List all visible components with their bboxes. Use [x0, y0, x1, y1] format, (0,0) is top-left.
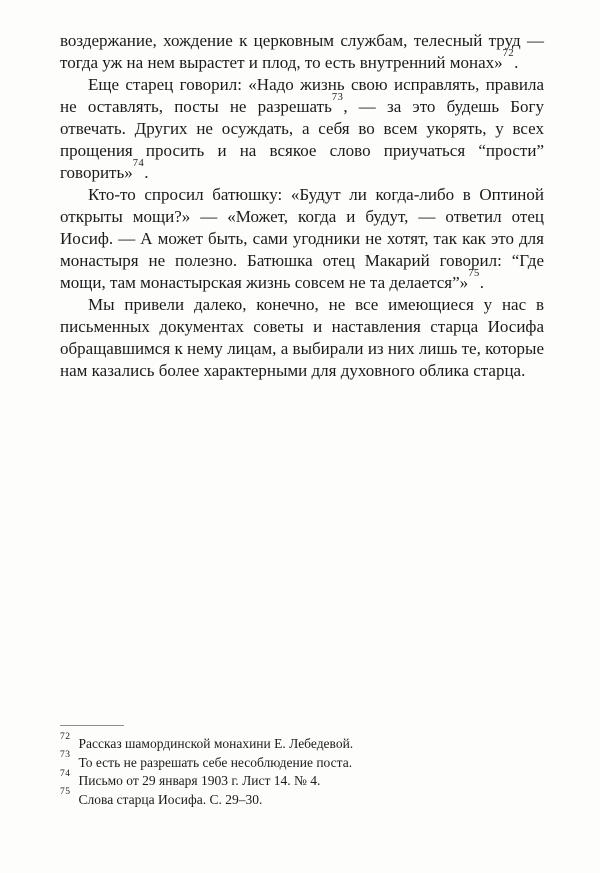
footnote-72 — [60, 731, 544, 754]
paragraph-1 — [60, 30, 544, 74]
footnote-73 — [60, 750, 544, 773]
footnote-74 — [60, 768, 544, 791]
footnote-divider — [60, 725, 124, 726]
paragraph-3 — [60, 184, 544, 294]
footnote-marker: 75 — [60, 787, 71, 797]
footnote-text: Письмо от 29 января 1903 г. Лист 14. № 4. — [78, 773, 321, 788]
footnote-text: Рассказ шамординской монахини Е. Лебедевой. — [78, 736, 354, 751]
text-run: воздержание, хождение к церковным службам, телесный труд — тогда уж на нем вырастет и плод, то есть внутренний монах» — [60, 31, 544, 72]
footnote-ref-75: 75 — [468, 268, 480, 280]
text-run: , — за это будешь Богу отвечать. Других не осуждать, а себя во всем укорять, у всех прощения просить и на всякое слово приучаться “прости” говорить» — [60, 97, 545, 182]
text-run: . — [144, 163, 149, 182]
text-run: . — [479, 273, 484, 292]
footnote-75 — [60, 787, 544, 810]
footnote-marker: 72 — [60, 731, 71, 742]
footnote-ref-74: 74 — [132, 158, 145, 170]
footnote-ref-73: 73 — [331, 92, 344, 104]
footnotes-section — [60, 725, 544, 809]
text-run: Кто-то спросил батюшку: «Будут ли когда-либо в Оптиной открыты мощи?» — «Может, когда и будут, — ответил отец Иосиф. — А может быть, сами угодники не хотят, так как это для монастыря не полезно. Батюшка отец Макарий говорил: “Где мощи, там монастырская жизнь совсем не та делается”» — [60, 185, 544, 292]
text-run: . — [514, 53, 519, 72]
text-run: Еще старец говорил: «Надо жизнь свою исправлять, правила не оставлять, посты не разрешать — [60, 75, 544, 116]
paragraph-4 — [60, 294, 544, 382]
main-text — [60, 30, 544, 382]
footnote-marker: 73 — [60, 750, 71, 760]
text-run: Мы привели далеко, конечно, не все имеющиеся у нас в письменных документах советы и наставления старца Иосифа обращавшимся к нему лицам, а выбирали из них лишь те, которые нам казались более характерными для духовного облика старца. — [60, 295, 544, 380]
paragraph-2 — [60, 74, 544, 184]
footnote-marker: 74 — [60, 768, 71, 779]
footnote-ref-72: 72 — [502, 48, 515, 60]
footnote-text: Слова старца Иосифа. С. 29–30. — [78, 791, 263, 807]
footnote-text: То есть не разрешать себе несоблюдение поста. — [78, 754, 353, 770]
